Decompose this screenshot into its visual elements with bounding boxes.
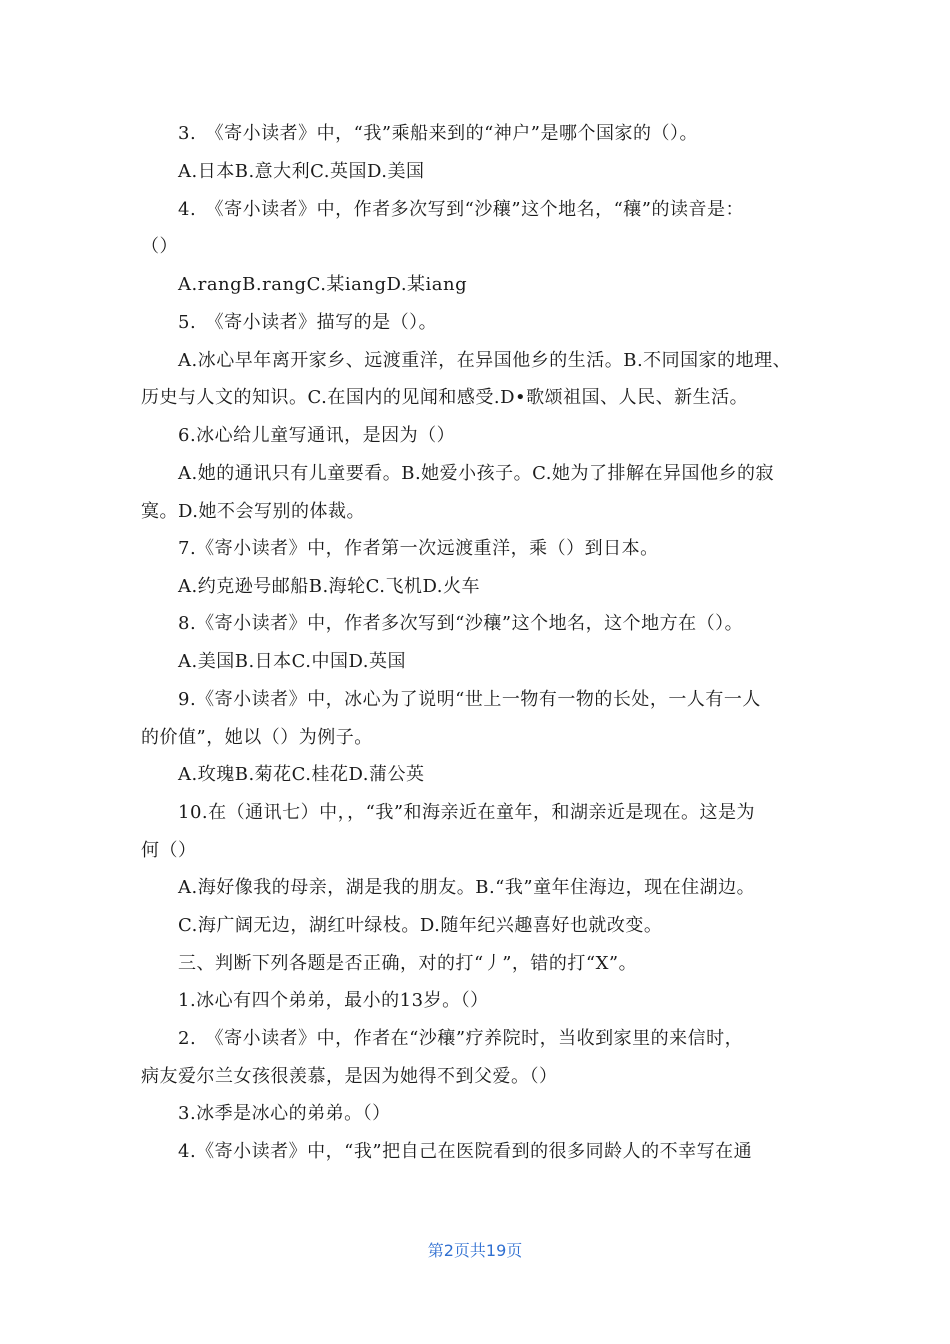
text-line: A.海好像我的母亲，湖是我的朋友。B.“我”童年住海边，现在住湖边。 xyxy=(178,877,756,898)
text-line: A.rangB.rangC.某iangD.某iang xyxy=(178,274,468,295)
text-line: A.冰心早年离开家乡、远渡重洋，在异国他乡的生活。B.不同国家的地理、 xyxy=(178,350,792,371)
text-line: A.日本B.意大利C.英国D.美国 xyxy=(178,161,425,182)
text-line: 9.《寄小读者》中，冰心为了说明“世上一物有一物的长处，一人有一人 xyxy=(178,689,761,710)
text-line: 10.在（通讯七）中，，“我”和海亲近在童年，和湖亲近是现在。这是为 xyxy=(178,802,756,823)
text-line: A.她的通讯只有儿童要看。B.她爱小孩子。C.她为了排解在异国他乡的寂 xyxy=(178,463,775,484)
text-line: 2. 《寄小读者》中，作者在“沙穰”疗养院时，当收到家里的来信时， xyxy=(178,1028,744,1049)
text-line: 3.冰季是冰心的弟弟。（） xyxy=(178,1103,391,1124)
text-line: C.海广阔无边，湖红叶绿枝。D.随年纪兴趣喜好也就改变。 xyxy=(178,915,663,936)
text-line: 病友爱尔兰女孩很羡慕，是因为她得不到父爱。（） xyxy=(141,1066,558,1087)
text-line: 8.《寄小读者》中，作者多次写到“沙穰”这个地名，这个地方在（）。 xyxy=(178,613,744,634)
page-number-footer: 第2页共19页 xyxy=(427,1241,523,1260)
text-line: 6.冰心给儿童写通讯，是因为（） xyxy=(178,425,456,446)
text-line: 4.《寄小读者》中，“我”把自己在医院看到的很多同龄人的不幸写在通 xyxy=(178,1141,753,1162)
text-line: 何（） xyxy=(141,840,197,861)
text-line: 历史与人文的知识。C.在国内的见闻和感受.D•歌颂祖国、人民、新生活。 xyxy=(141,387,749,408)
text-line: 3. 《寄小读者》中，“我”乘船来到的“神户”是哪个国家的（）。 xyxy=(178,123,698,144)
text-line: （） xyxy=(141,236,178,257)
text-line: A.玫瑰B.菊花C.桂花D.蒲公英 xyxy=(178,764,425,785)
text-line: 4. 《寄小读者》中，作者多次写到“沙穰”这个地名，“穰”的读音是： xyxy=(178,199,744,220)
text-line: 7.《寄小读者》中，作者第一次远渡重洋，乘（）到日本。 xyxy=(178,538,659,559)
text-line: 三、判断下列各题是否正确，对的打“丿”，错的打“X”。 xyxy=(178,953,638,974)
text-line: A.约克逊号邮船B.海轮C.飞机D.火车 xyxy=(178,576,481,597)
text-line: 寞。D.她不会写别的体裁。 xyxy=(141,501,366,522)
text-line: A.美国B.日本C.中国D.英国 xyxy=(178,651,407,672)
text-line: 的价值”，她以（）为例子。 xyxy=(141,727,373,748)
text-line: 5. 《寄小读者》描写的是（）。 xyxy=(178,312,438,333)
text-line: 1.冰心有四个弟弟，最小的13岁。（） xyxy=(178,990,489,1011)
